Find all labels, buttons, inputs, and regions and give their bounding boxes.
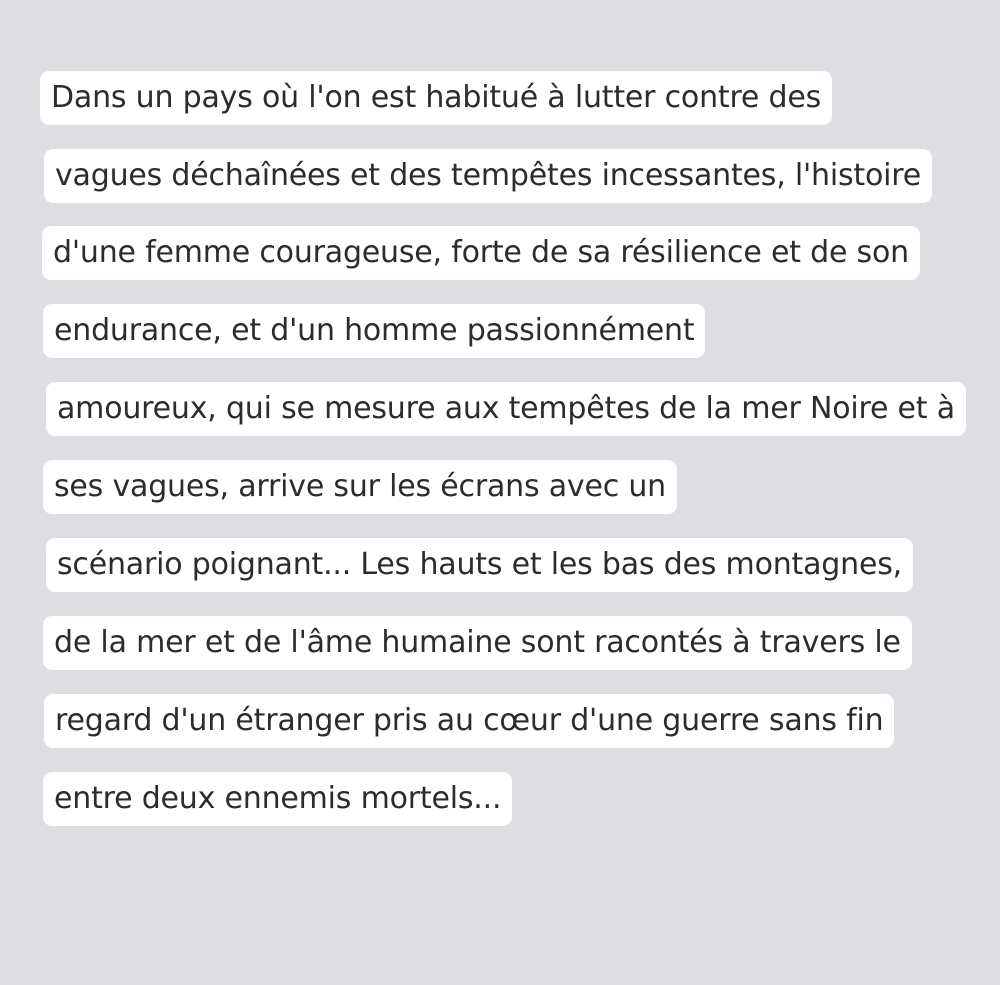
caption-line: amoureux, qui se mesure aux tempêtes de la mer Noire et à [46, 382, 966, 436]
caption-line: endurance, et d'un homme passionnément [43, 304, 705, 358]
caption-line: vagues déchaînées et des tempêtes incessantes, l'histoire [44, 149, 932, 203]
caption-line: d'une femme courageuse, forte de sa résilience et de son [42, 226, 920, 280]
caption-line: ses vagues, arrive sur les écrans avec un [43, 460, 677, 514]
caption-line: de la mer et de l'âme humaine sont racontés à travers le [43, 616, 912, 670]
caption-line: regard d'un étranger pris au cœur d'une guerre sans fin [44, 694, 894, 748]
caption-line: Dans un pays où l'on est habitué à lutter contre des [40, 71, 832, 125]
caption-line: entre deux ennemis mortels... [43, 772, 512, 826]
caption-line: scénario poignant... Les hauts et les bas des montagnes, [46, 538, 913, 592]
